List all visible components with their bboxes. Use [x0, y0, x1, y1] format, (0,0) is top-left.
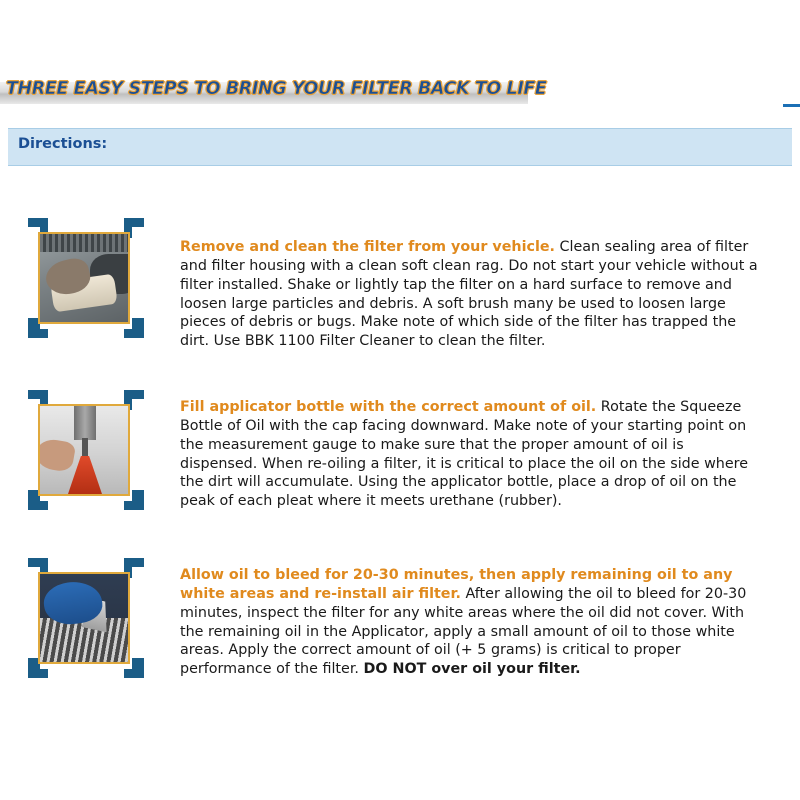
step-item: [0, 567, 800, 712]
step-1-lead: Remove and clean the filter from your vehicle.: [180, 239, 555, 255]
step-1-photo-engine-filter: [38, 232, 130, 324]
step-1-text: [180, 238, 764, 351]
step-3-warning: DO NOT over oil your filter.: [363, 661, 581, 678]
banner-right-rule: [783, 104, 800, 107]
directions-label: Directions:: [18, 136, 108, 152]
steps-list: [0, 232, 800, 712]
step-2-text: [180, 398, 764, 511]
step-3-body: After allowing the oil to bleed for 20-30 minutes, inspect the filter for any white areas where the oil did not cover. With the remaining oil in the Applicator, apply a small amount of oil to those white areas. Apply the correct amount of oil (+ 5 grams) is critical to proper performance of the filter.: [180, 585, 747, 678]
step-2-photo-applicator-bottle: [38, 404, 130, 496]
step-item: [0, 399, 800, 572]
step-3-photo-oiling-pleats: [38, 572, 130, 664]
step-item: [0, 232, 800, 404]
step-1-thumbnail: [38, 232, 134, 328]
step-3-lead: Allow oil to bleed for 20-30 minutes, then apply remaining oil to any white areas and re-install air filter.: [180, 567, 733, 602]
step-3-text: [180, 566, 764, 679]
step-2-body: Rotate the Squeeze Bottle of Oil with the cap facing downward. Make note of your starting point on the measurement gauge to make sure that the proper amount of oil is dispensed. When re-oiling a filter, it is critical to place the oil on the side where the dirt will accumulate. Using the applicator bottle, place a drop of oil on the peak of each pleat where it meets urethane (rubber).: [180, 399, 748, 510]
step-1-body: Clean sealing area of filter and filter housing with a clean soft clean rag. Do not start your vehicle without a filter installed. Shake or lightly tap the filter on a hard surface to remove and loosen large particles and debris. A soft brush many be used to loosen large pieces of debris or bugs. Make note of which side of the filter has trapped the dirt. Use BBK 1100 Filter Cleaner to clean the filter.: [180, 239, 758, 350]
step-3-thumbnail: [38, 572, 134, 668]
banner-title: THREE EASY STEPS TO BRING YOUR FILTER BACK TO LIFE: [6, 79, 547, 99]
directions-strip: [8, 128, 792, 166]
step-2-lead: Fill applicator bottle with the correct amount of oil.: [180, 399, 597, 415]
step-2-thumbnail: [38, 404, 134, 500]
